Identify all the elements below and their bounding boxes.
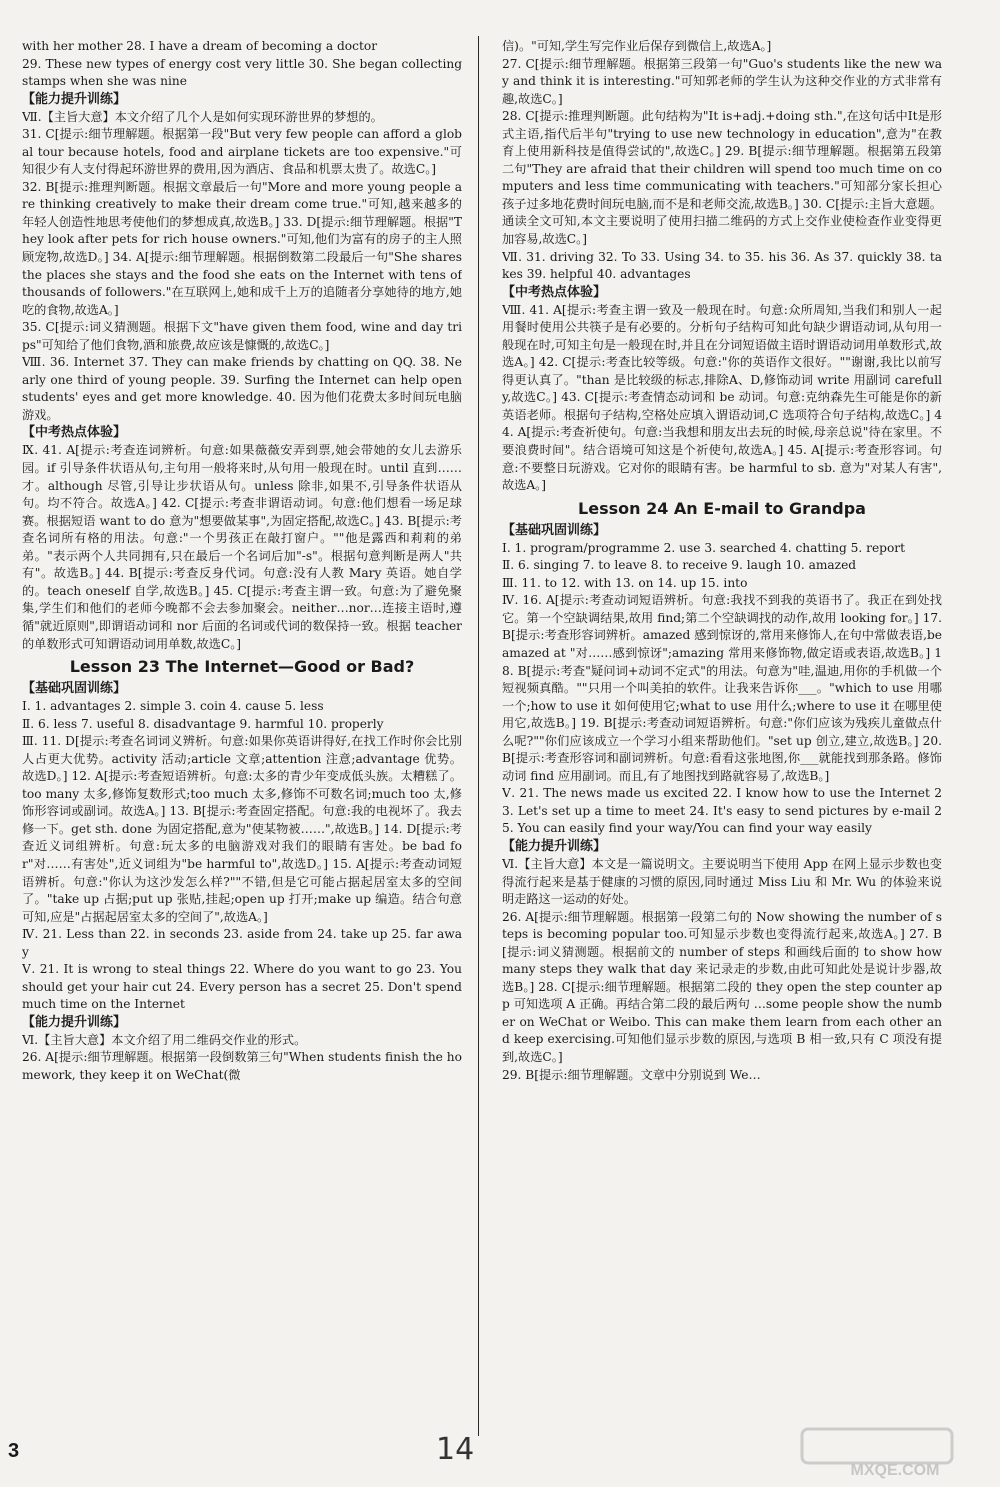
answer-paragraph: 信)。"可知,学生写完作业后保存到微信上,故选A。] — [502, 39, 772, 53]
answer-paragraph: 31. C[提示:细节理解题。根据第一段"But very few people can afford a global tour because hotels, food and airplane tickets are too expensive."可知很少有人支付得起环游世界的费用,因为酒店、食品和机票太贵了。故选C。] — [22, 127, 462, 177]
answer-paragraph: 29. B[提示:细节理解题。文章中分别说到 We… — [502, 1067, 761, 1082]
answer-paragraph: 35. C[提示:词义猜测题。根据下文"have given them food, wine and day trips"可知给了他们食物,酒和旅费,故应该是慷慨的,故选C。] — [22, 320, 462, 352]
section-heading: 【能力提升训练】 — [502, 838, 607, 854]
watermark-text: MXQE.COM — [850, 1462, 940, 1479]
answer-line: 29. These new types of energy cost very little 30. She began collecting stamps when she was nine — [22, 56, 462, 89]
column-divider — [478, 36, 479, 1436]
answer-paragraph: 28. C[提示:推理判断题。此句结构为"It is+adj.+doing sth.",在这句话中It是形式主语,指代后半句"trying to use new technology in education",意为"在教育上使用新科技是值得尝试的",故选C。] 29. B[提示:细节理解题。根据第五段第二句"They are afraid that their children will spend too much time on computers and less time communicating with teachers."可知部分家长担心孩子过多地花费时间玩电脑,而不是和老师交流,故选B。] 30. C[提示:主旨大意题。通读全文可知,本文主要说明了使用扫描二维码的方式上交作业使检查作业变得更加容易,故选C。] — [502, 109, 942, 247]
answer-paragraph: Ⅲ. 11. to 12. with 13. on 14. up 15. into — [502, 575, 748, 590]
answer-paragraph: Ⅲ. 11. D[提示:考查名词词义辨析。句意:如果你英语讲得好,在找工作时你会比别人占更大优势。activity 活动;article 文章;attention 注意;advantage 优势。故选D。] 12. A[提示:考查短语辨析。句意:太多的青少年变成低头族。太糟糕了。too many 太多,修饰复数形式;too much 太多,修饰不可数名词;much too 太,修饰形容词或副词。故选A。] 13. B[提示:考查固定搭配。句意:我的电视坏了。我去修一下。get sth. done 为固定搭配,意为"使某物被……",故选B。] 14. D[提示:考查近义词组辨析。句意:玩太多的电脑游戏对我们的眼睛有害处。be bad for"对……有害处",近义词组为"be harmful to",故选D。] 15. A[提示:考查动词短语辨析。句意:"你认为这沙发怎么样?""不错,但是它可能占据起居室太多的空间了。"take up 占据;put up 张贴,挂起;open up 打开;make up 编造。结合句意可知,应是"占据起居室太多的空间了",故选A。] — [22, 734, 462, 924]
answer-paragraph: Ⅳ. 21. Less than 22. in seconds 23. aside from 24. take up 25. far away — [22, 927, 462, 959]
answer-paragraph: Ⅷ. 36. Internet 37. They can make friends by chatting on QQ. 38. Nearly one third of young people. 39. Surfing the Internet can help open students' eyes and get more knowledge. 40. 因为他们花费太多时间玩电脑游戏。 — [22, 355, 462, 422]
answer-paragraph: Ⅶ. 31. driving 32. To 33. Using 34. to 35. his 36. As 37. quickly 38. takes 39. helpful 40. advantages — [502, 249, 942, 282]
right-column — [502, 38, 942, 1084]
section-heading: 【中考热点体验】 — [502, 284, 607, 300]
answer-paragraph: Ⅰ. 1. program/programme 2. use 3. searched 4. chatting 5. report — [502, 540, 906, 555]
answer-paragraph: Ⅱ. 6. less 7. useful 8. disadvantage 9. harmful 10. properly — [22, 716, 384, 731]
section-heading: 【能力提升训练】 — [22, 91, 127, 107]
page-number: 3 — [8, 1440, 20, 1462]
section-heading: 【基础巩固训练】 — [22, 681, 127, 697]
lesson-title: Lesson 24 An E-mail to Grandpa — [578, 498, 866, 518]
answer-paragraph: 27. C[提示:细节理解题。根据第三段第一句"Guo's students like the new way and think it is interesting."可知郭老师的学生认为这种交作业的方式非常有趣,故选C。] — [502, 56, 942, 106]
answer-paragraph: Ⅴ. 21. The news made us excited 22. I know how to use the Internet 23. Let's set up a time to meet 24. It's easy to send pictures by e-mail 25. You can easily find your way/You can find your way easily — [502, 786, 942, 836]
answer-paragraph: Ⅵ.【主旨大意】本文是一篇说明文。主要说明当下使用 App 在网上显示步数也变得流行起来是基于健康的习惯的原因,同时通过 Miss Liu 和 Mr. Wu 的体验来说明走路这一运动的好处。 — [502, 856, 942, 907]
section-heading: 【中考热点体验】 — [22, 425, 127, 441]
answer-paragraph: Ⅶ.【主旨大意】本文介绍了几个人是如何实现环游世界的梦想的。 — [22, 109, 383, 124]
answer-paragraph: Ⅸ. 41. A[提示:考查连词辨析。句意:如果薇薇安弄到票,她会带她的女儿去游乐园。if 引导条件状语从句,主句用一般将来时,从句用一般现在时。until 直到……才。although 尽管,引导让步状语从句。unless 除非,如果不,引导条件状语从句。均不符合。故选A。] 42. C[提示:考查非谓语动词。句意:他们想看一场足球赛。根据短语 want to do 意为"想要做某事",为固定搭配,故选C。] 43. B[提示:考查名词所有格的用法。句意:"一个男孩正在敲打窗户。""他是露西和莉莉的弟弟。"表示两个人共同拥有,只在最后一个名词后加"-s"。根据句意判断是两人"共有"。故选B。] 44. B[提示:考查反身代词。句意:没有人教 Mary 英语。她自学的。teach oneself 自学,故选B。] 45. C[提示:考查主谓一致。句意:为了避免聚集,学生们和他们的老师今晚都不会去参加聚会。neither…nor…连接主语时,遵循"就近原则",即谓语动词和 nor 后面的名词或代词的数保持一致。根据 teacher 的单数形式可知谓语动词用单数,故选C。] — [22, 443, 462, 651]
section-heading: 【能力提升训练】 — [22, 1014, 127, 1030]
handwritten-page-number: 14 — [436, 1432, 475, 1467]
left-column — [22, 38, 462, 1085]
watermark-logo — [800, 1425, 990, 1480]
answer-paragraph: Ⅱ. 6. singing 7. to leave 8. to receive 9. laugh 10. amazed — [502, 558, 857, 573]
lesson-title: Lesson 23 The Internet—Good or Bad? — [69, 657, 415, 677]
answer-paragraph: 32. B[提示:推理判断题。根据文章最后一句"More and more young people are thinking creatively to make their dream come true."可知,越来越多的年轻人创造性地思考使他们的梦想成真,故选B。] 33. D[提示:细节理解题。根据"They look after pets for rich house owners."可知,他们为富有的房子的主人照顾宠物,故选D。] 34. A[提示:细节理解题。根据倒数第二段最后一句"She shares the places she stays and the food she eats on the Internet with tens of thousands of followers."在互联网上,她和成千上万的追随者分享她待的地方,她吃的食物,故选A。] — [22, 179, 462, 317]
section-heading: 【基础巩固训练】 — [502, 522, 607, 538]
answer-paragraph: Ⅳ. 16. A[提示:考查动词短语辨析。句意:我找不到我的英语书了。我正在到处找它。第一个空缺调结果,故用 find;第二个空缺调找的动作,故用 looking for。] 17. B[提示:考查形容词辨析。amazed 感到惊讶的,常用来修饰人,在句中常做表语,be amazed at "对……感到惊讶";amazing 常用来修饰物,做定语或表语,故选B。] 18. B[提示:考查"疑问词+动词不定式"的用法。句意为"哇,温迪,用你的手机做一个短视频真酷。""只用一个叫美拍的软件。让我来告诉你___。"which to use 用哪一个;how to use it 如何使用它;what to use 用什么;where to use it 在哪里使用它,故选B。] 19. B[提示:考查动词短语辨析。句意:"你们应该为残疾儿童做点什么呢?""你们应该成立一个学习小组来帮助他们。"set up 创立,建立,故选B。] 20. B[提示:考查形容词和副词辨析。句意:看看这张地图,你___就能找到那条路。修饰动词 find 应用副词。而且,有了地图找到路就容易了,故选B。] — [502, 593, 942, 783]
answer-paragraph: Ⅷ. 41. A[提示:考查主谓一致及一般现在时。句意:众所周知,当我们和别人一起用餐时使用公共筷子是有必要的。分析句子结构可知此句缺少谓语动词,从句用一般现在时,可知主句是一般现在时,并且在分词短语做主语时谓语动词用单数形式,故选A。] 42. C[提示:考查比较等级。句意:"你的英语作文很好。""谢谢,我比以前写得更认真了。"than 是比较级的标志,排除A、D,修饰动词 write 用副词 carefully,故选C。] 43. C[提示:考查情态动词和 be 动词。句意:克纳森先生可能是你的新英语老师。根据句子结构,空格处应填入谓语动词,C 选项符合句子结构,故选C。] 44. A[提示:考查祈使句。句意:当我想和朋友出去玩的时候,母亲总说"待在家里。不要浪费时间"。结合语境可知这是个祈使句,故选A。] 45. A[提示:考查形容词。句意:不要整日玩游戏。它对你的眼睛有害。be harmful to sb. 意为"对某人有害",故选A。] — [502, 302, 942, 493]
answer-paragraph: Ⅰ. 1. advantages 2. simple 3. coin 4. cause 5. less — [22, 699, 324, 714]
answer-paragraph: Ⅴ. 21. It is wrong to steal things 22. Where do you want to go 23. You should get your hair cut 24. Every person has a secret 25. Don't spend much time on the Internet — [22, 962, 462, 1012]
answer-paragraph: 26. A[提示:细节理解题。根据第一段倒数第三句"When students finish the homework, they keep it on WeChat(微 — [22, 1050, 462, 1082]
answer-paragraph: Ⅵ.【主旨大意】本文介绍了用二维码交作业的形式。 — [22, 1032, 307, 1047]
answer-line: with her mother 28. I have a dream of becoming a doctor — [22, 39, 378, 53]
answer-paragraph: 26. A[提示:细节理解题。根据第一段第二句的 Now showing the number of steps is becoming popular too.可知显示步数也变得流行起来,故选A。] 27. B[提示:词义猜测题。根据前文的 number of steps 和画线后面的 to show how many steps they walk that day 来记录走的步数,由此可知此处是说计步器,故选B。] 28. C[提示:细节理解题。根据第二段的 they open the step counter app 可知选项 A 正确。再结合第二段的最后两句 …some people show the number on WeChat or Weibo. This can make them learn from each other and keep exercising.可知他们显示步数的原因,与选项 B 相一致,只有 C 项没有提到,故选C。] — [502, 909, 942, 1064]
